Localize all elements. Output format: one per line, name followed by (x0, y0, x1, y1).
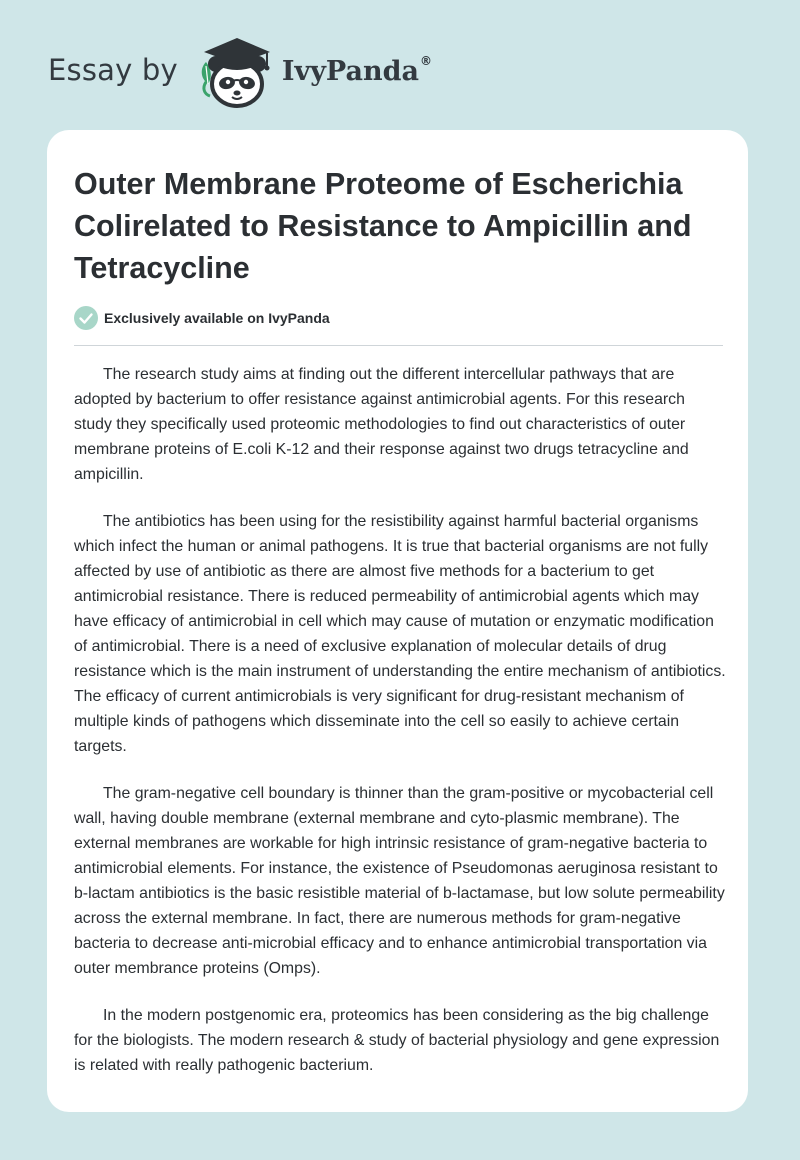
panda-graduate-logo-icon (194, 34, 280, 110)
essay-card (47, 130, 748, 1112)
brand-header[interactable] (48, 34, 432, 110)
exclusive-badge (74, 306, 330, 330)
essay-body (74, 362, 726, 1100)
brand-name: IvyPanda® (281, 53, 432, 87)
brand-prefix: Essay by (48, 53, 178, 87)
paragraph: In the modern postgenomic era, proteomics has been considering as the big challenge for the biologists. The modern research & study of bacterial physiology and gene expression is related with really pathogenic bacterium. (74, 1007, 720, 1074)
check-circle-icon (74, 306, 98, 330)
exclusive-label: Exclusively available on IvyPanda (104, 310, 330, 326)
paragraph: The gram-negative cell boundary is thinner than the gram-positive or mycobacterial cell wall, having double membrane (external membrane and cyto-plasmic membrane). The external membranes are workable for high intrinsic resistance of gram-negative bacteria to antimicrobial elements. For instance, the existence of Pseudomonas aeruginosa resistant to b-lactam antibiotics is the basic resistible material of b-lactamase, but low solute permeability across the external membrane. In fact, there are numerous methods for gram-negative bacteria to decrease anti-microbial efficacy and to enhance antimicrobial transportation via outer membrance proteins (Omps). (74, 785, 725, 977)
essay-title: Outer Membrane Proteome of Escherichia Colirelated to Resistance to Ampicillin and Tetracycline (74, 167, 692, 285)
divider (74, 345, 723, 346)
registered-mark: ® (419, 53, 432, 68)
paragraph: The antibiotics has been using for the resistibility against harmful bacterial organisms which infect the human or animal pathogens. It is true that bacterial organisms are not fully affected by use of antibiotic as there are almost five methods for a bacterium to get antimicrobial resistance. There is reduced permeability of antimicrobial agents which may have efficacy of antimicrobial in cell which may cause of mutation or enzymatic modification of antimicrobial. There is a need of exclusive explanation of molecular details of drug resistance which is the main instrument of understanding the entire mechanism of antibiotics. The efficacy of current antimicrobials is very significant for drug-resistant mechanism of multiple kinds of pathogens which disseminate into the cell so easily to achieve certain targets. (74, 513, 726, 755)
paragraph: The research study aims at finding out the different intercellular pathways that are adopted by bacterium to offer resistance against antimicrobial agents. For this research study they specifically used proteomic methodologies to find out characteristics of outer membrane proteins of E.coli K-12 and their response against two drugs tetracycline and ampicillin. (74, 366, 689, 483)
